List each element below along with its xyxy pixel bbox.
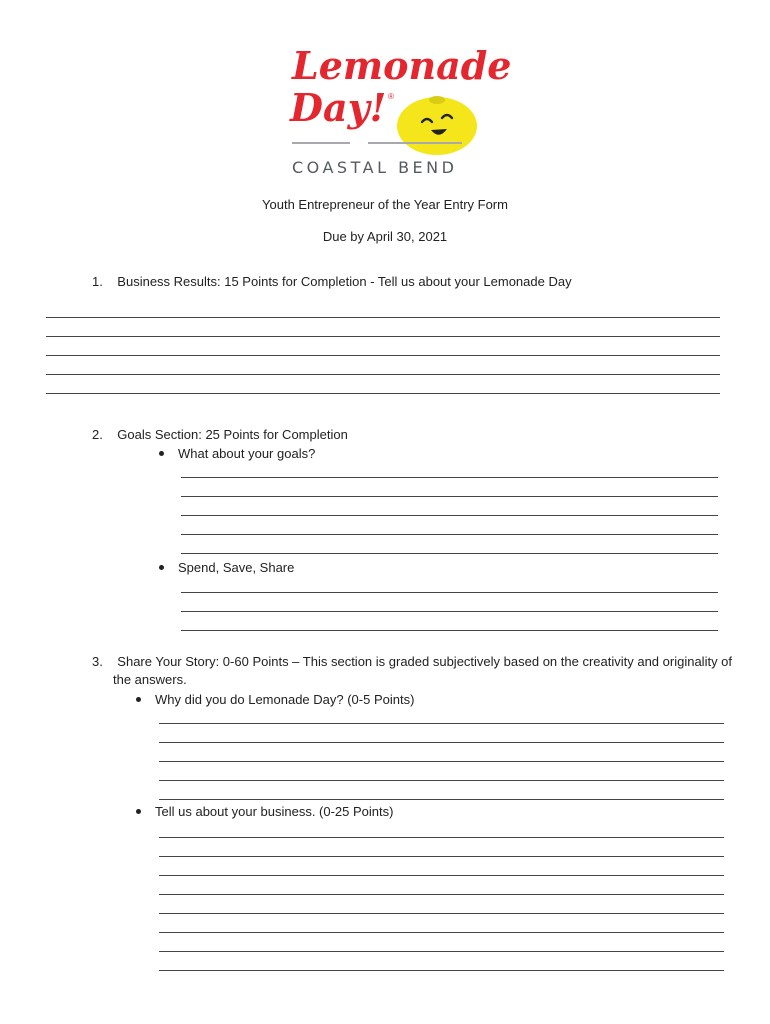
lemon-icon: [392, 88, 482, 160]
form-due-date: Due by April 30, 2021: [322, 229, 448, 244]
answer-line-3b-8[interactable]: [159, 970, 724, 971]
logo-subtitle: COASTAL BEND: [292, 158, 458, 177]
answer-line-3b-2[interactable]: [159, 856, 724, 857]
section-2-text: Goals Section: 25 Points for Completion: [117, 427, 348, 442]
answer-line-1-1[interactable]: [46, 317, 720, 318]
section-3-bullet-business: Tell us about your business. (0-25 Points): [136, 804, 393, 819]
answer-line-3b-6[interactable]: [159, 932, 724, 933]
section-2-number: 2.: [92, 427, 103, 442]
answer-line-3b-1[interactable]: [159, 837, 724, 838]
answer-line-3b-7[interactable]: [159, 951, 724, 952]
lemonade-day-logo: [270, 36, 512, 186]
answer-line-2b-3[interactable]: [181, 630, 718, 631]
answer-line-1-3[interactable]: [46, 355, 720, 356]
logo-rule-right: [368, 142, 462, 144]
answer-line-3a-2[interactable]: [159, 742, 724, 743]
answer-line-2a-1[interactable]: [181, 477, 718, 478]
section-2-bullet-goals: What about your goals?: [159, 446, 315, 461]
section-1-text: Business Results: 15 Points for Completion - Tell us about your Lemonade Day: [117, 274, 572, 289]
bullet-icon: [159, 451, 164, 456]
answer-line-3a-1[interactable]: [159, 723, 724, 724]
section-3-text: Share Your Story: 0-60 Points – This section is graded subjectively based on the creativity and originality of: [117, 654, 733, 669]
answer-line-3b-4[interactable]: [159, 894, 724, 895]
answer-line-2a-5[interactable]: [181, 553, 718, 554]
section-3-number: 3.: [92, 654, 103, 669]
answer-line-1-5[interactable]: [46, 393, 720, 394]
bullet-icon: [159, 565, 164, 570]
answer-line-2a-3[interactable]: [181, 515, 718, 516]
answer-line-3b-3[interactable]: [159, 875, 724, 876]
answer-line-3b-5[interactable]: [159, 913, 724, 914]
logo-word-lemonade: Lemonade: [292, 43, 512, 88]
answer-line-3a-5[interactable]: [159, 799, 724, 800]
section-3-text-cont: the answers.: [113, 672, 187, 687]
registered-mark: ®: [388, 92, 394, 101]
answer-line-2a-2[interactable]: [181, 496, 718, 497]
answer-line-2a-4[interactable]: [181, 534, 718, 535]
answer-line-1-4[interactable]: [46, 374, 720, 375]
answer-line-2b-2[interactable]: [181, 611, 718, 612]
section-2-bullet-spend: Spend, Save, Share: [159, 560, 294, 575]
section-3-heading: [92, 654, 732, 669]
answer-line-1-2[interactable]: [46, 336, 720, 337]
bullet-icon: [136, 809, 141, 814]
section-1-heading: [92, 274, 572, 289]
logo-word-day: Day!: [290, 85, 387, 130]
answer-line-2b-1[interactable]: [181, 592, 718, 593]
section-1-number: 1.: [92, 274, 103, 289]
bullet-icon: [136, 697, 141, 702]
section-3-bullet-why: Why did you do Lemonade Day? (0-5 Points): [136, 692, 414, 707]
logo-rule-left: [292, 142, 350, 144]
section-2-heading: [92, 427, 348, 442]
form-title: Youth Entrepreneur of the Year Entry Form: [262, 197, 508, 212]
answer-line-3a-3[interactable]: [159, 761, 724, 762]
answer-line-3a-4[interactable]: [159, 780, 724, 781]
